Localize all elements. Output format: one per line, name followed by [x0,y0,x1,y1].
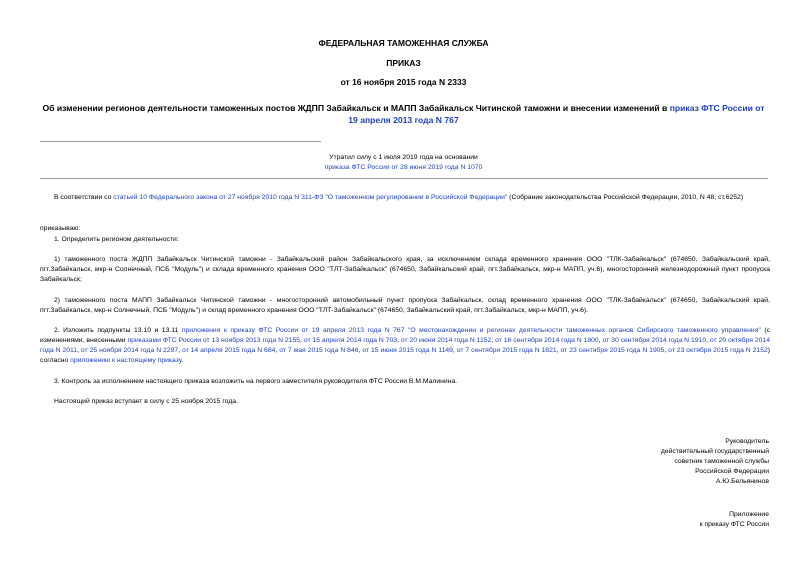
doc-type-heading: ПРИКАЗ [386,58,421,68]
p2-link-amendment[interactable]: приказами ФТС России от 13 ноября 2013 года N 2155 [127,337,301,344]
p2-link-appendix[interactable]: приложения к приказу ФТС России от 19 апреля 2013 года N 767 "О местонахождении и регионах деятельности таможенных органов Сибирского таможенного управления" [181,327,761,334]
p2-text: 2. Изложить подпункты 13.10 и 13.11 [54,327,182,334]
signature-block [661,437,769,487]
paragraph-4: Настоящий приказ вступает в силу с 25 ноября 2015 года. [54,398,238,405]
signature-rank: советник таможенной службы [674,458,769,465]
p2-separator: , [77,347,81,354]
p2-separator: , [358,347,363,354]
order-word: приказываю: [40,225,81,232]
preamble-source: (Собрание законодательства Российской Федерации, 2010, N 48, ст.6252) [507,194,744,201]
appendix-block [700,510,769,530]
p2-link-amendment[interactable]: от 20 июня 2014 года N 1152 [400,337,492,344]
p2-link-amendment[interactable]: от 16 сентября 2014 года N 1800 [495,337,599,344]
p2-separator: , [556,347,561,354]
p2-link-amendment[interactable]: от 23 октября 2015 года N 2152 [668,347,768,354]
p2-link-amendment[interactable]: от 15 апреля 2014 года N 703 [303,337,398,344]
paragraph-3: 3. Контроль за исполнением настоящего приказа возложить на первого заместителя руководителя ФТС России В.М.Малинина. [54,378,458,385]
document-title [40,102,767,126]
p2-link-amendment[interactable]: от 23 сентября 2015 года N 1905 [560,347,665,354]
paragraph-1-1: 1) таможенного поста ЖДПП Забайкальск Читинской таможни - Забайкальский район Забайкальского края, за исключением склада временного хранения ООО "ТЛК-Забайкальск" (674650, Забайкальский край, пгт.Забайкальск, мкр-н Солнечный, ПСБ "Модуль") и склада временного хранения ООО "ТЛТ-Забайкальск" (674650, Забайкальский край, пгт.Забайкальск, мкр-н МАПП, уч.6), многосторонний железнодорожный пункт пропуска Забайкальск; [40,256,770,283]
signature-position: Руководитель [725,438,769,445]
status-line: Утратил силу с 1 июля 2019 года на основании [329,154,478,161]
p2-link-amendment[interactable]: от 20 октября 2014 года N 2011 [40,337,770,354]
p2-text: . [181,357,184,364]
p2-separator: , [300,337,304,344]
p2-separator: , [397,337,401,344]
p2-separator: , [664,347,669,354]
p2-link-amendment[interactable]: от 14 апреля 2015 года N 684 [181,347,276,354]
preamble-text: В соответствии со [54,194,114,201]
agency-heading: ФЕДЕРАЛЬНАЯ ТАМОЖЕННАЯ СЛУЖБА [318,38,489,48]
title-text: Об изменении регионов деятельности таможенных постов ЖДПП Забайкальск и МАПП Забайкальск Читинской таможни и внесении изменений в [42,103,670,113]
status-note [0,153,807,173]
p2-separator: , [598,337,603,344]
p2-separator: , [452,347,457,354]
p2-separator: , [706,337,710,344]
signature-rank: действительный государственный [660,448,769,455]
signature-name: А.Ю.Бельянинов [715,478,769,485]
p2-link-amendment[interactable]: от 15 июня 2015 года N 1149 [362,347,453,354]
paragraph-1-2: 2) таможенного поста МАПП Забайкальск Читинской таможни - многосторонний автомобильный пункт пропуска Забайкальск, склад временного хранения ООО "ТЛК-Забайкальск" (674650, Забайкальский край, пгт.Забайкальск, мкр-н Солнечный, ПСБ "Модуль") и склад временного хранения ООО "ТЛТ-Забайкальск" (674650, Забайкальский край, пгт.Забайкальск, мкр-н МАПП, уч.6). [40,297,770,314]
preamble-paragraph [40,193,770,203]
p2-text: (с изменениями, внесенными [40,327,770,344]
status-link[interactable]: приказа ФТС России от 28 июня 2019 года N 1070 [324,164,483,171]
p2-link-amendment[interactable]: от 7 мая 2015 года N 846 [279,347,359,354]
p2-link-amendment[interactable]: от 30 сентября 2014 года N 1910 [602,337,707,344]
signature-rank: Российской Федерации [695,468,769,475]
p2-link-amendment[interactable]: от 25 ноября 2014 года N 2297 [80,347,179,354]
appendix-label: Приложение [729,511,769,518]
p2-separator: , [275,347,280,354]
preamble-law-link[interactable]: статьей 10 Федерального закона от 27 ноября 2010 года N 311-ФЗ "О таможенном регулировании в Российской Федерации" [113,194,508,201]
divider-short [40,141,321,142]
p2-separator: , [178,347,182,354]
paragraph-1: 1. Определить регионом деятельности: [54,236,179,243]
p2-text: ) согласно [40,347,771,364]
p2-separator: , [491,337,496,344]
p2-link-appendix-this[interactable]: приложению к настоящему приказу [70,357,182,364]
p2-link-amendment[interactable]: от 7 сентября 2015 года N 1821 [456,347,557,354]
divider-long [40,178,768,179]
paragraph-2 [40,326,770,366]
date-number-heading: от 16 ноября 2015 года N 2333 [340,77,467,87]
title-link-order-767[interactable]: приказ ФТС России от 19 апреля 2013 года N 767 [348,103,765,125]
appendix-reference: к приказу ФТС России [699,521,769,528]
